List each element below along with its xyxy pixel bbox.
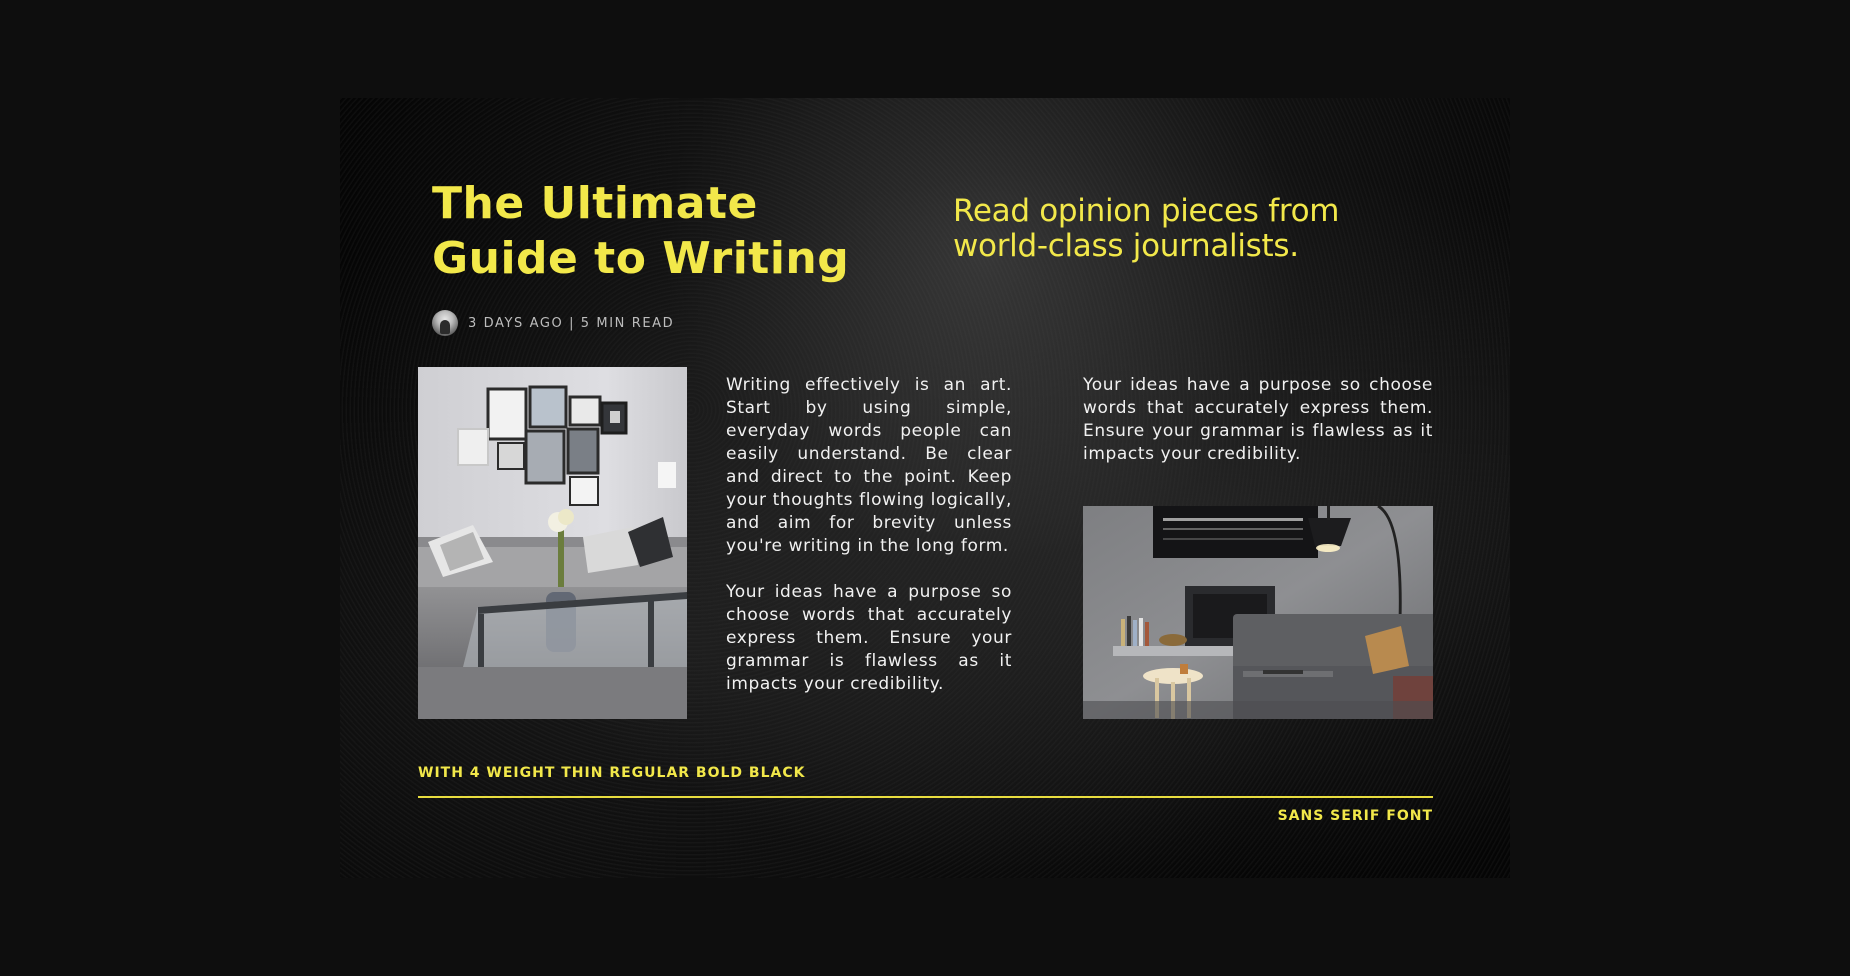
article-paragraph-1: Writing effectively is an art. Start by using simple, everyday words people can easily understand. Be clear and direct to the point. Keep your thoughts flowing logically, and aim for brevity unless you're writing in the long form. [726, 375, 1012, 556]
fireplace-room-illustration [1083, 506, 1433, 719]
fireplace-room-photo [1083, 506, 1433, 719]
footer-divider [418, 796, 1433, 798]
tagline-line-1: Read opinion pieces from [953, 193, 1340, 229]
living-room-photo [418, 367, 687, 719]
article-card [340, 98, 1510, 878]
article-title [432, 176, 852, 286]
article-paragraph-2: Your ideas have a purpose so choose words that accurately express them. Ensure your grammar is flawless as it impacts your credibility. [726, 582, 1012, 694]
footer-weights-label: WITH 4 WEIGHT THIN REGULAR BOLD BLACK [418, 765, 806, 781]
footer-font-label: SANS SERIF FONT [1277, 808, 1433, 824]
article-meta [432, 310, 674, 336]
title-line-1: The Ultimate [432, 178, 758, 229]
tagline-line-2: world-class journalists. [953, 228, 1299, 264]
author-avatar [432, 310, 458, 336]
sidebar-text [1083, 374, 1433, 466]
tagline [953, 194, 1413, 264]
article-body [726, 374, 1012, 719]
sidebar-paragraph: Your ideas have a purpose so choose words that accurately express them. Ensure your grammar is flawless as it impacts your credibility. [1083, 375, 1433, 464]
living-room-illustration [418, 367, 687, 719]
title-line-2: Guide to Writing [432, 233, 850, 284]
meta-text: 3 DAYS AGO | 5 MIN READ [468, 315, 675, 331]
